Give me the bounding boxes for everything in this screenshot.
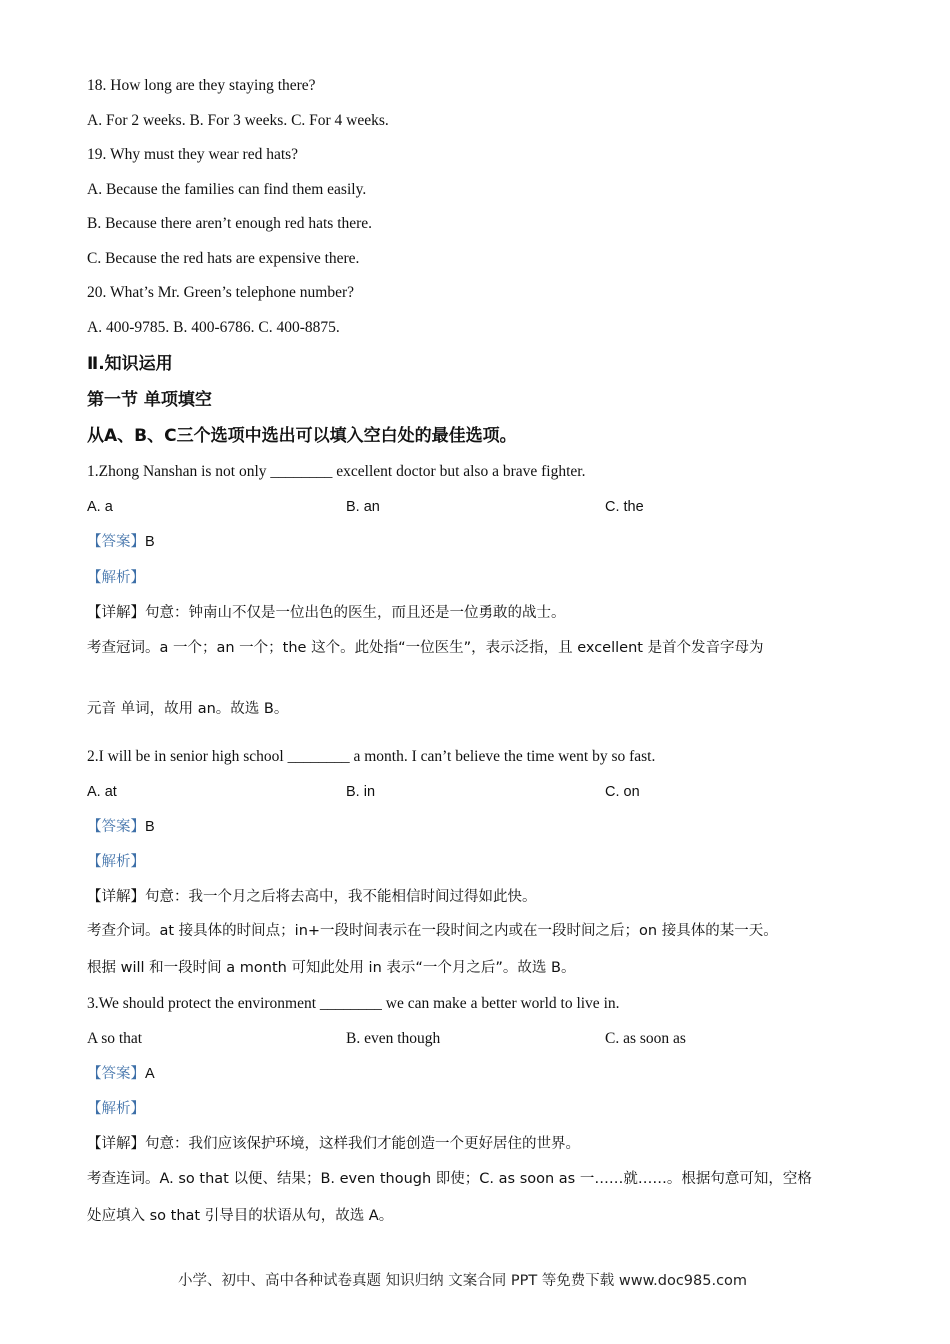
q19-option-a: A. Because the families can find them easily. — [87, 181, 367, 198]
q1-answer-value: B — [145, 534, 155, 550]
q2-stem: 2.I will be in senior high school ________ a month. I can’t believe the time went by so fast. — [87, 748, 656, 765]
answer-label: 【答案】 — [87, 534, 145, 550]
q1-explanation-2: 元音 单词，故用 an。故选 B。 — [87, 701, 289, 717]
q19-option-c: C. Because the red hats are expensive there. — [87, 250, 360, 267]
q1-explanation-1: 考查冠词。a 一个；an 一个；the 这个。此处指“一位医生”，表示泛指，且 excellent 是首个发音字母为 — [87, 640, 764, 656]
q1-analysis-label: 【解析】 — [87, 570, 145, 586]
q2-explanation-1: 考查介词。at 接具体的时间点；in+一段时间表示在一段时间之内或在一段时间之后；on 接具体的某一天。 — [87, 923, 778, 939]
q3-analysis-label: 【解析】 — [87, 1101, 145, 1117]
section-instruction: 从A、B、C三个选项中选出可以填入空白处的最佳选项。 — [87, 426, 517, 446]
answer-label: 【答案】 — [87, 819, 145, 835]
q2-option-c: C. on — [605, 784, 640, 800]
section-title: Ⅱ.知识运用 — [87, 354, 173, 374]
q18-options: A. For 2 weeks. B. For 3 weeks. C. For 4 weeks. — [87, 112, 389, 129]
detail-label: 【详解】 — [87, 605, 145, 621]
q18-question: 18. How long are they staying there? — [87, 77, 316, 94]
q3-explanation-1: 考查连词。A. so that 以便、结果；B. even though 即使；C. as soon as 一……就……。根据句意可知，空格 — [87, 1171, 812, 1187]
q3-detail — [87, 1134, 580, 1154]
q2-detail — [87, 887, 537, 907]
q3-answer — [87, 1064, 155, 1084]
page-footer: 小学、初中、高中各种试卷真题 知识归纳 文案合同 PPT 等免费下载 www.doc985.com — [178, 1273, 748, 1289]
q3-stem: 3.We should protect the environment ________ we can make a better world to live in. — [87, 995, 620, 1012]
q1-option-b: B. an — [346, 499, 380, 515]
q2-analysis-label: 【解析】 — [87, 854, 145, 870]
q1-answer — [87, 532, 155, 552]
q19-option-b: B. Because there aren’t enough red hats there. — [87, 215, 373, 232]
q1-option-a: A. a — [87, 499, 113, 515]
q3-option-c: C. as soon as — [605, 1030, 686, 1047]
q3-meaning: 句意：我们应该保护环境，这样我们才能创造一个更好居住的世界。 — [145, 1136, 580, 1152]
q19-question: 19. Why must they wear red hats? — [87, 146, 299, 163]
q20-options: A. 400-9785. B. 400-6786. C. 400-8875. — [87, 319, 340, 336]
q3-option-b: B. even though — [346, 1030, 441, 1047]
q3-explanation-2: 处应填入 so that 引导目的状语从句，故选 A。 — [87, 1208, 394, 1224]
q2-option-b: B. in — [346, 784, 376, 800]
q3-answer-value: A — [145, 1066, 155, 1082]
q2-answer — [87, 817, 155, 837]
answer-label: 【答案】 — [87, 1066, 145, 1082]
section-subtitle: 第一节 单项填空 — [87, 390, 212, 410]
q2-meaning: 句意：我一个月之后将去高中，我不能相信时间过得如此快。 — [145, 889, 537, 905]
q2-option-a: A. at — [87, 784, 117, 800]
q2-explanation-2: 根据 will 和一段时间 a month 可知此处用 in 表示“一个月之后”。故选 B。 — [87, 960, 576, 976]
detail-label: 【详解】 — [87, 1136, 145, 1152]
detail-label: 【详解】 — [87, 889, 145, 905]
q1-stem: 1.Zhong Nanshan is not only ________ excellent doctor but also a brave fighter. — [87, 463, 586, 480]
q1-detail — [87, 603, 566, 623]
q1-option-c: C. the — [605, 499, 644, 515]
q3-option-a: A so that — [87, 1030, 143, 1047]
q1-meaning: 句意：钟南山不仅是一位出色的医生，而且还是一位勇敢的战士。 — [145, 605, 566, 621]
q2-answer-value: B — [145, 819, 155, 835]
q20-question: 20. What’s Mr. Green’s telephone number? — [87, 284, 355, 301]
